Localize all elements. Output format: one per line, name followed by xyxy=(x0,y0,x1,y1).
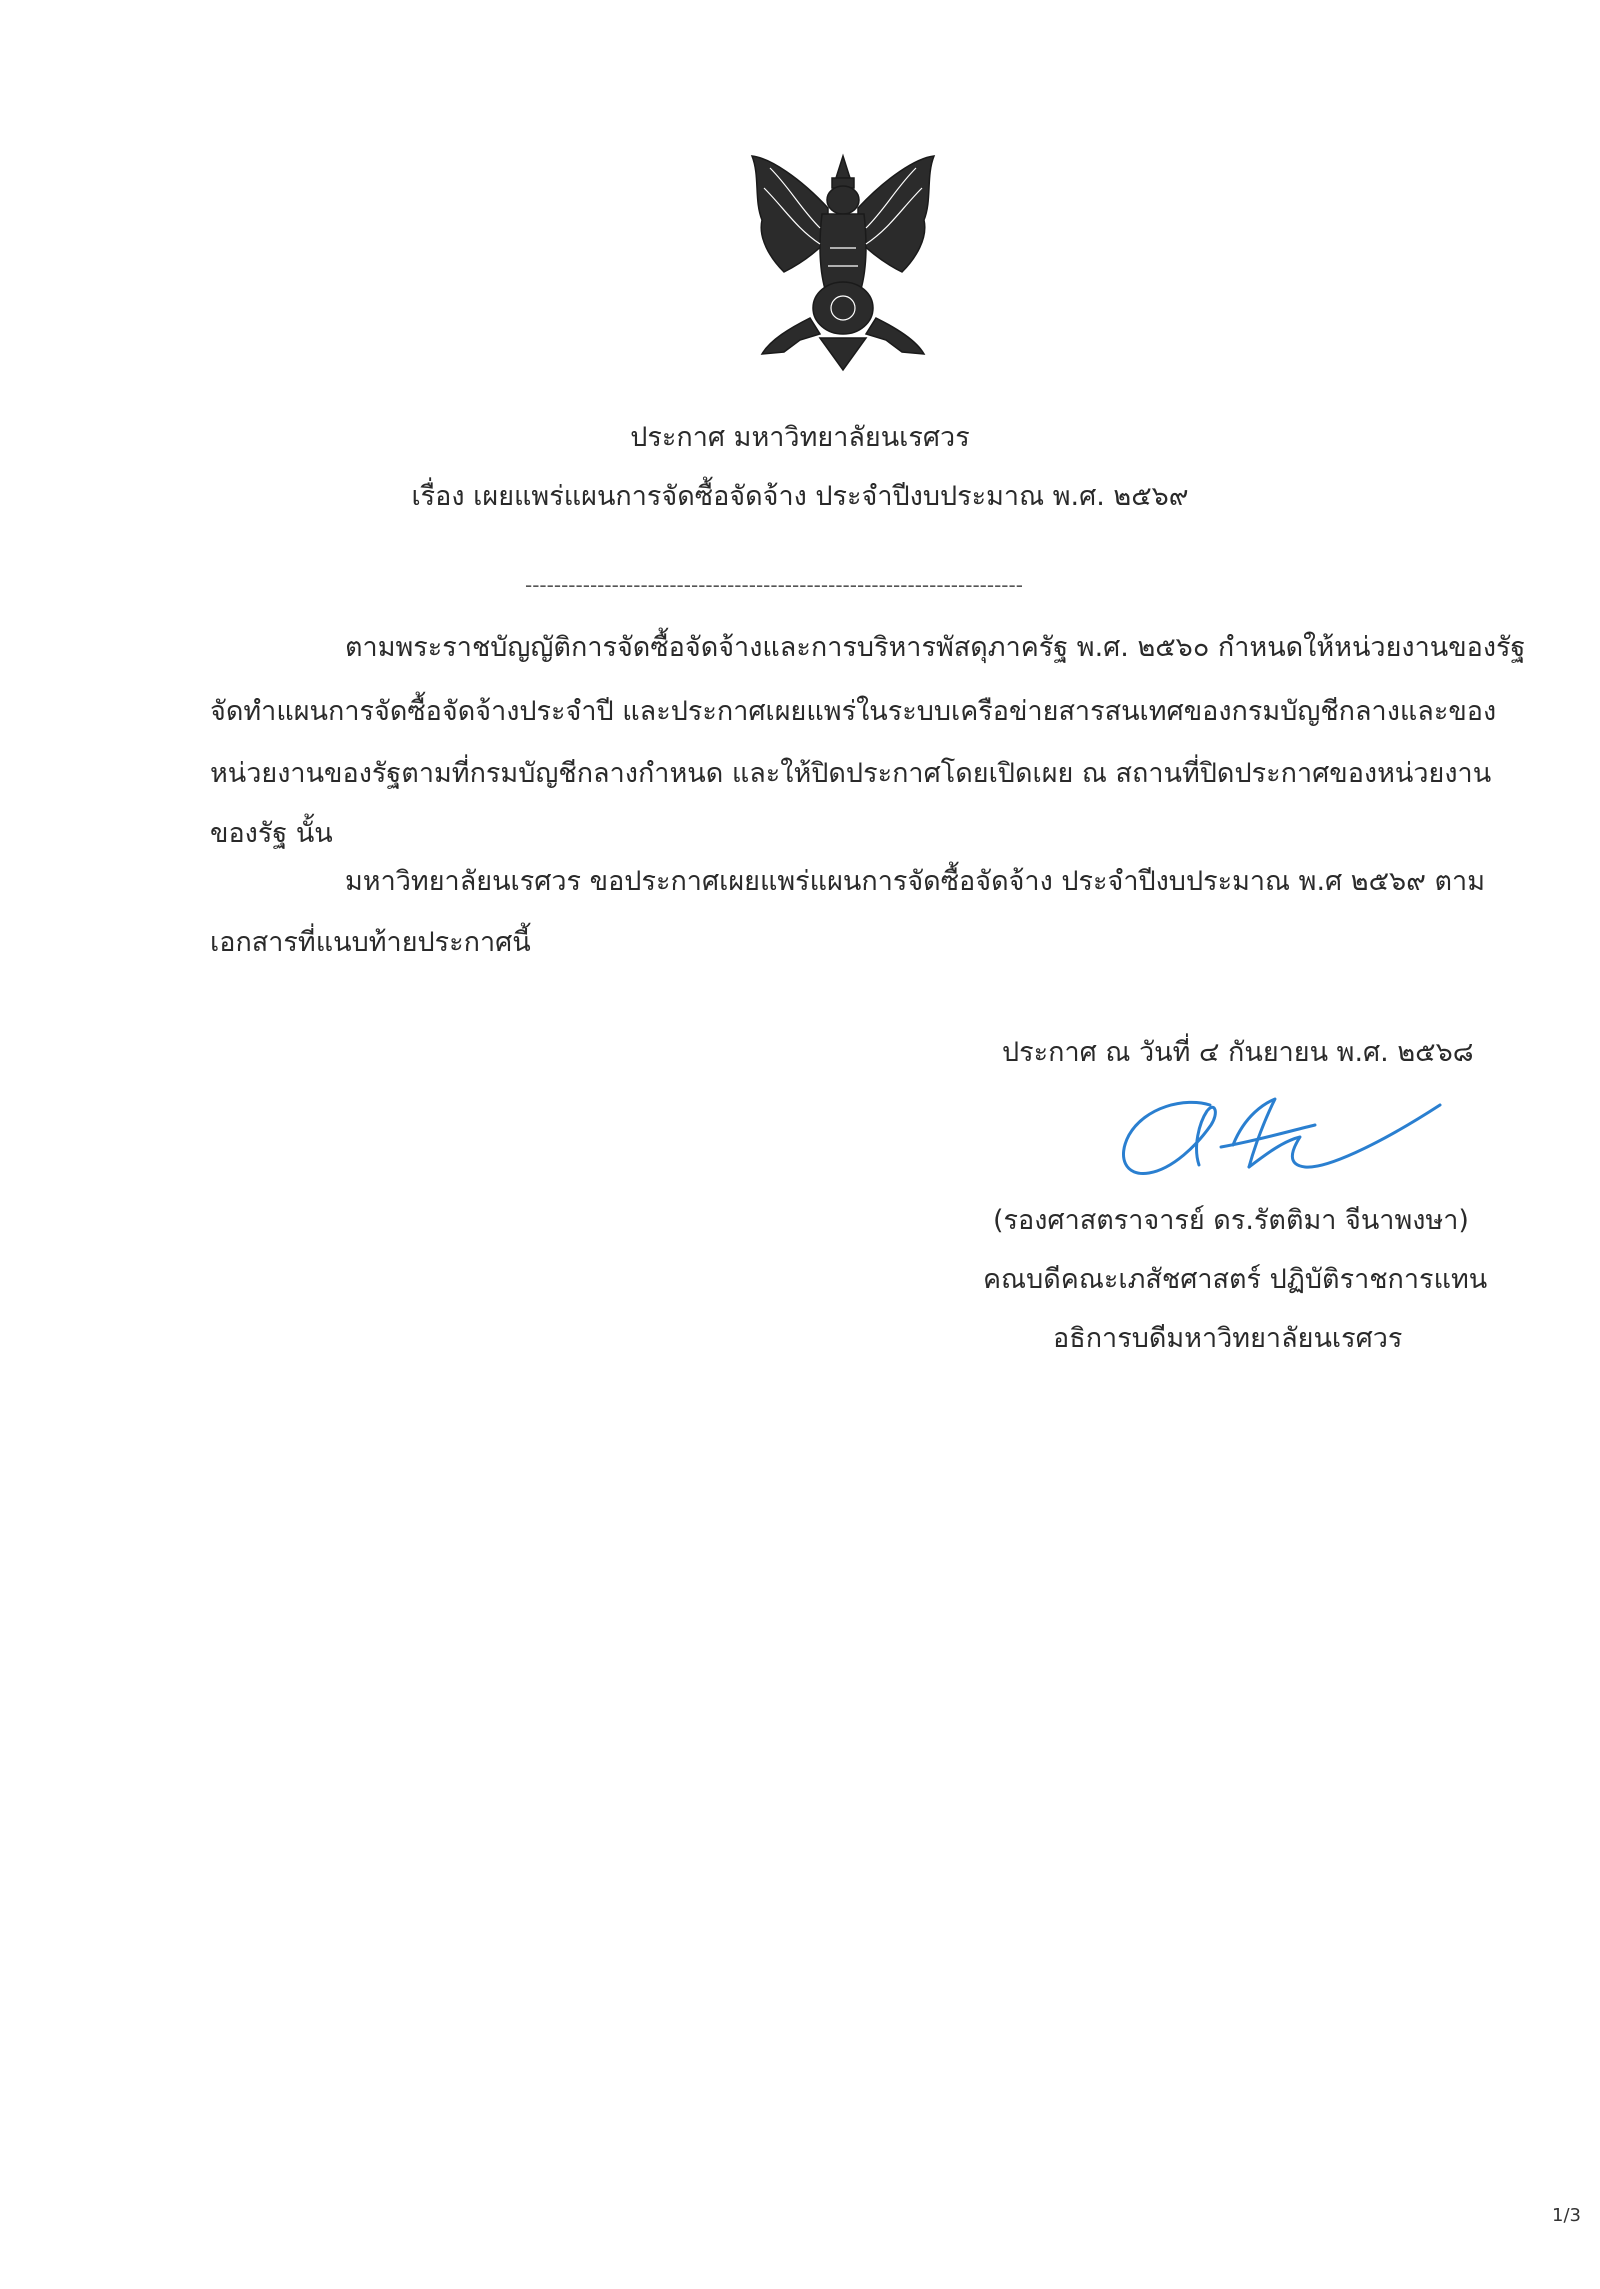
body-paragraph-1-line-1: ตามพระราชบัญญัติการจัดซื้อจัดจ้างและการบริหารพัสดุภาครัฐ พ.ศ. ๒๕๖๐ กำหนดให้หน่วยงานของรัฐ xyxy=(345,632,1526,663)
announcement-title: ประกาศ มหาวิทยาลัยนเรศวร xyxy=(630,422,970,453)
signature-mark xyxy=(1115,1085,1445,1195)
body-paragraph-1-line-3: หน่วยงานของรัฐตามที่กรมบัญชีกลางกำหนด และให้ปิดประกาศโดยเปิดเผย ณ สถานที่ปิดประกาศของหน่วยงาน xyxy=(210,758,1492,789)
garuda-emblem xyxy=(740,148,946,374)
body-paragraph-1-line-4: ของรัฐ นั้น xyxy=(210,818,333,849)
body-paragraph-2-line-1: มหาวิทยาลัยนเรศวร ขอประกาศเผยแพร่แผนการจัดซื้อจัดจ้าง ประจำปีงบประมาณ พ.ศ ๒๕๖๙ ตาม xyxy=(345,866,1485,897)
signatory-name: (รองศาสตราจารย์ ดร.รัตติมา จีนาพงษา) xyxy=(993,1205,1469,1236)
signatory-position-1: คณบดีคณะเภสัชศาสตร์ ปฏิบัติราชการแทน xyxy=(983,1264,1488,1295)
announcement-date: ประกาศ ณ วันที่ ๔ กันยายน พ.ศ. ๒๕๖๘ xyxy=(1002,1037,1474,1068)
page-number: 1/3 xyxy=(1552,2205,1581,2226)
body-paragraph-2-line-2: เอกสารที่แนบท้ายประกาศนี้ xyxy=(210,927,531,958)
announcement-subject: เรื่อง เผยแพร่แผนการจัดซื้อจัดจ้าง ประจำปีงบประมาณ พ.ศ. ๒๕๖๙ xyxy=(411,481,1189,512)
body-paragraph-1-line-2: จัดทำแผนการจัดซื้อจัดจ้างประจำปี และประกาศเผยแพร่ในระบบเครือข่ายสารสนเทศของกรมบัญชีกลางและของ xyxy=(210,696,1497,727)
separator-line: --------------------------------------------------------------------- xyxy=(525,573,1023,597)
signatory-position-2: อธิการบดีมหาวิทยาลัยนเรศวร xyxy=(1053,1323,1403,1354)
